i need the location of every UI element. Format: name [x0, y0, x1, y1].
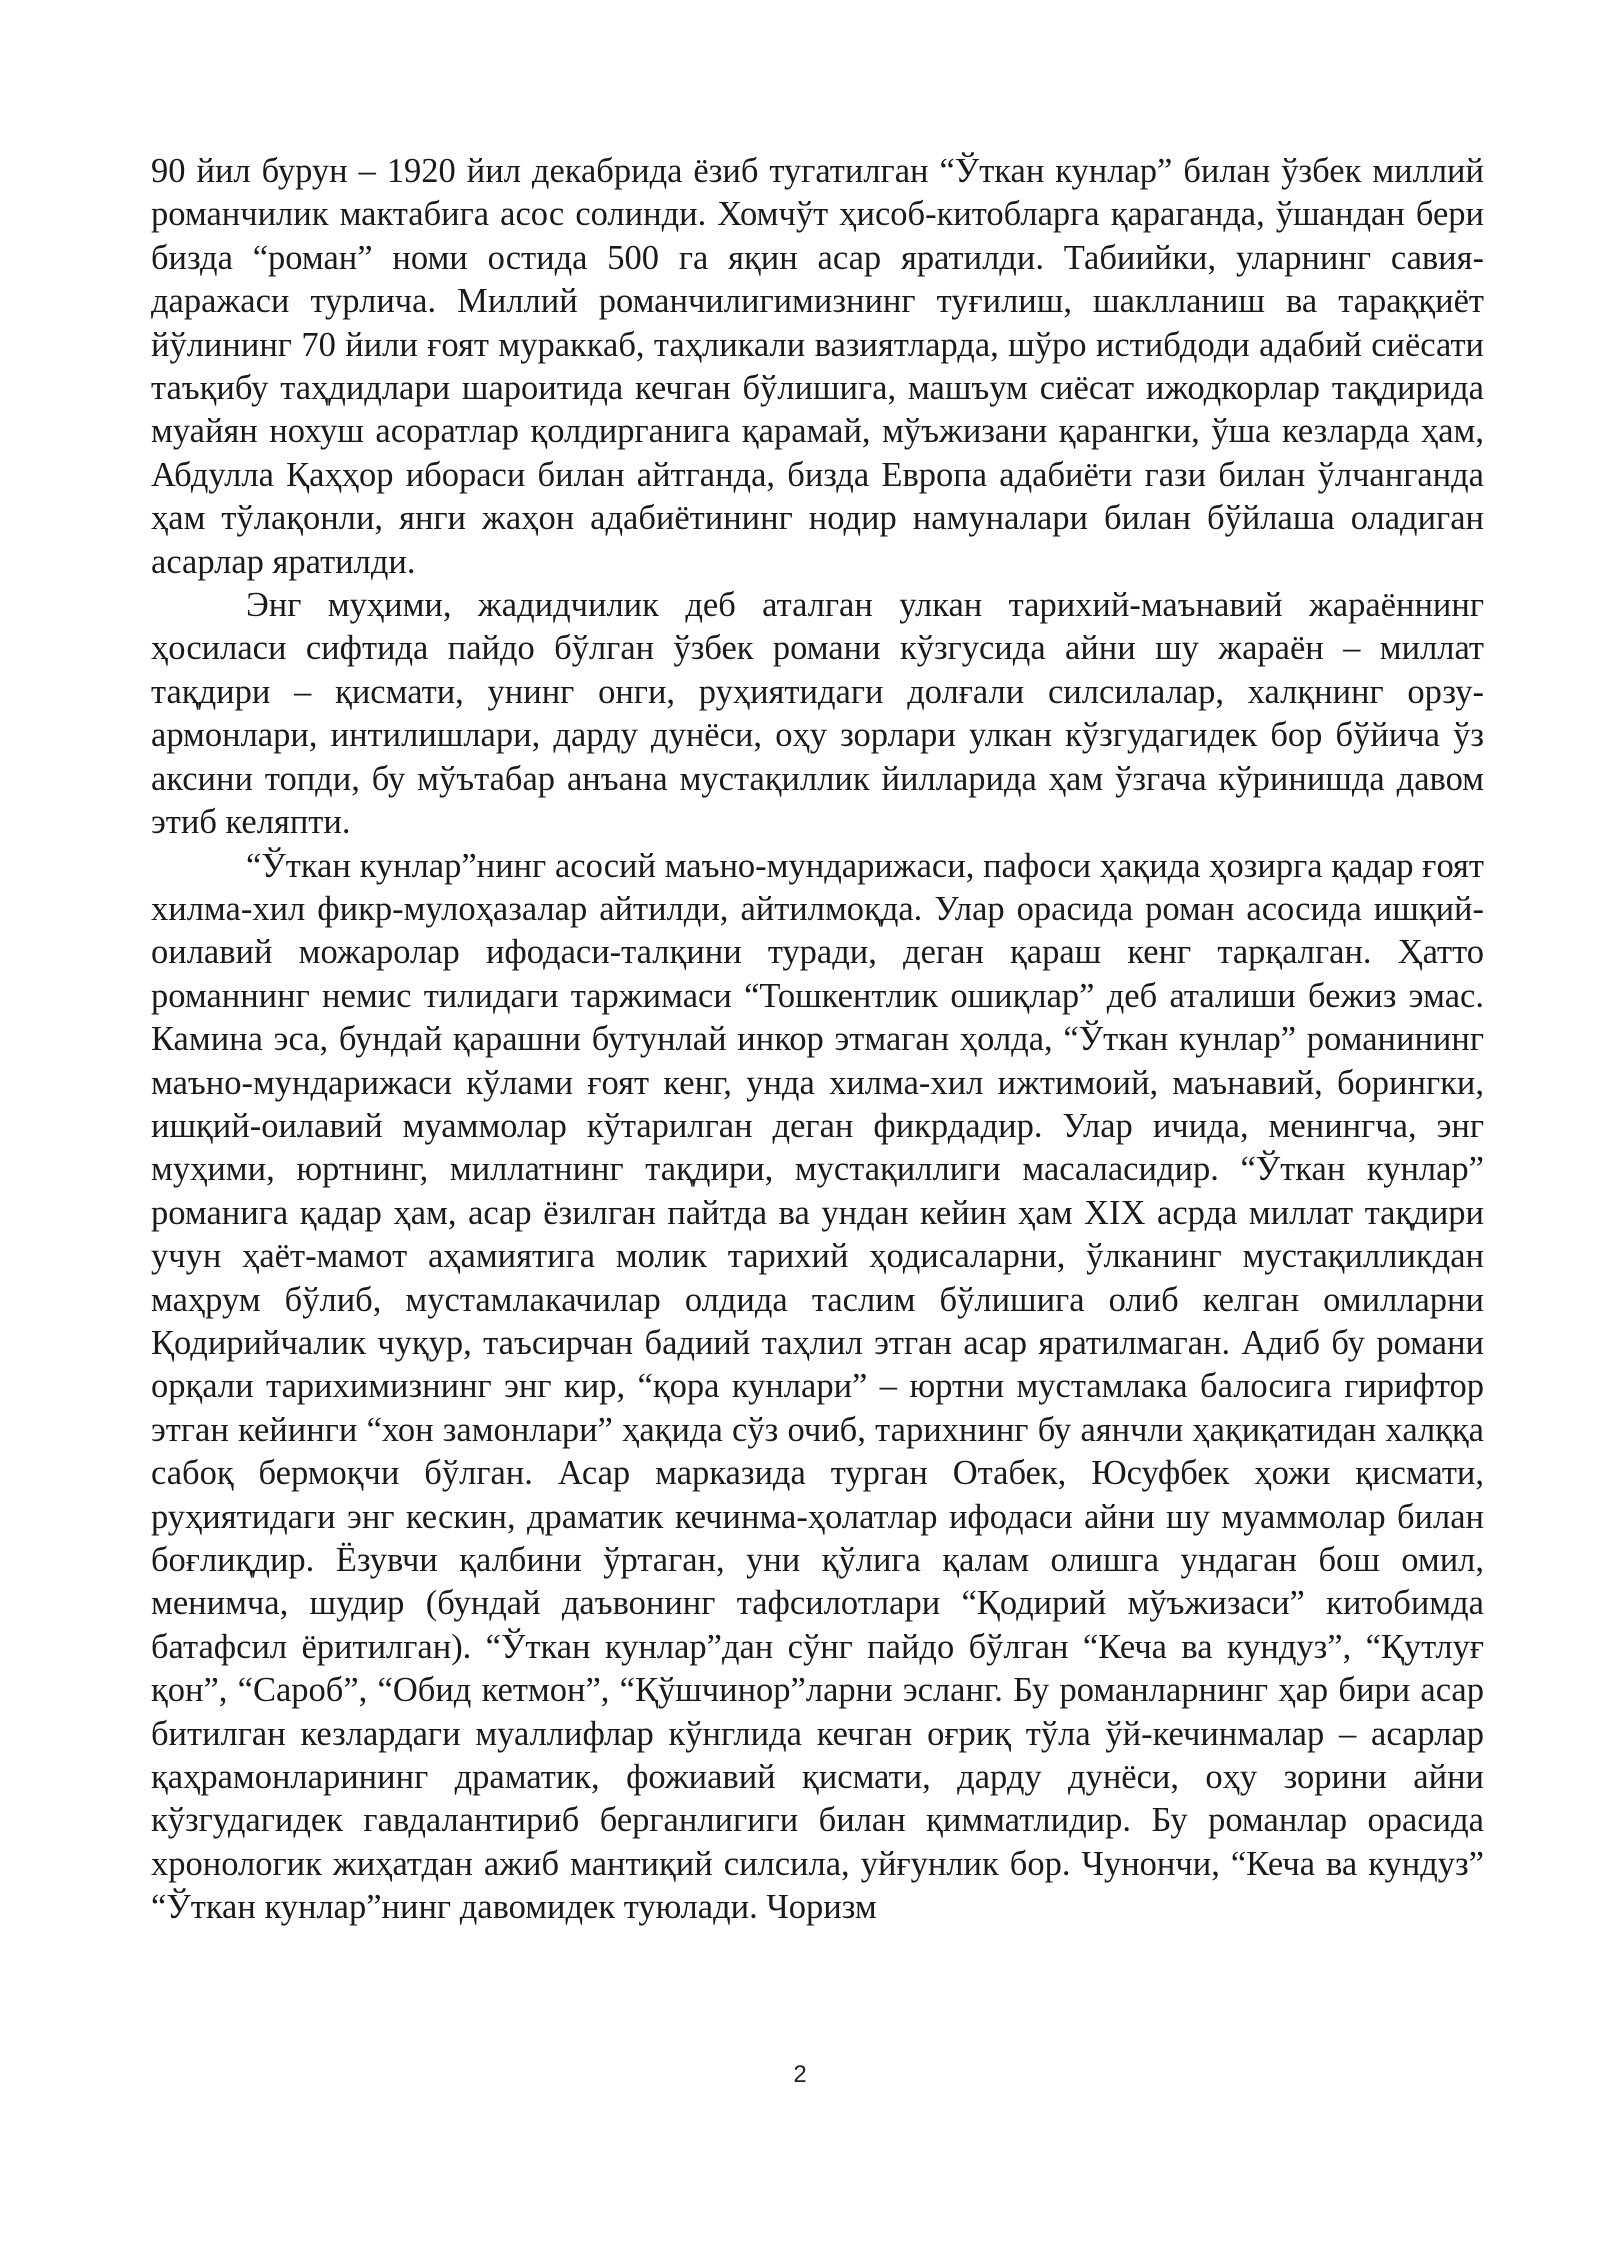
- page-number: 2: [793, 2061, 807, 2088]
- paragraph-1: 90 йил бурун – 1920 йил декабрида ёзиб тугатилган “Ўткан кунлар” билан ўзбек миллий романчилик мактабига асос солинди. Хомчўт ҳисоб-китобларга қараганда, ўшандан бери бизда “роман” номи остида 500 га яқин асар яратилди. Табиийки, уларнинг савия-даражаси турлича. Миллий романчилигимизнинг туғилиш, шаклланиш ва тараққиёт йўлининг 70 йили ғоят мураккаб, таҳликали вазиятларда, шўро истибдоди адабий сиёсати таъқибу таҳдидлари шароитида кечган бўлишига, машъум сиёсат ижодкорлар тақдирида муайян нохуш асоратлар қолдирганига қарамай, мўъжизани қарангки, ўша кезларда ҳам, Абдулла Қаҳҳор ибораси билан айтганда, бизда Европа адабиёти гази билан ўлчанганда ҳам тўлақонли, янги жаҳон адабиётининг нодир намуналари билан бўйлаша оладиган асарлар яратилди.: [151, 152, 1484, 581]
- document-body: [151, 150, 1484, 1930]
- paragraph-3: “Ўткан кунлар”нинг асосий маъно-мундарижаси, пафоси ҳақида ҳозирга қадар ғоят хилма-хил фикр-мулоҳазалар айтилди, айтилмоқда. Улар орасида роман асосида ишқий-оилавий можаролар ифодаси-талқини туради, деган қараш кенг тарқалган. Ҳатто романнинг немис тилидаги таржимаси “Тошкентлик ошиқлар” деб аталиши бежиз эмас. Камина эса, бундай қарашни бутунлай инкор этмаган ҳолда, “Ўткан кунлар” романининг маъно-мундарижаси кўлами ғоят кенг, унда хилма-хил ижтимоий, маънавий, борингки, ишқий-оилавий муаммолар кўтарилган деган фикрдадир. Улар ичида, менингча, энг муҳими, юртнинг, миллатнинг тақдири, мустақиллиги масаласидир. “Ўткан кунлар” романига қадар ҳам, асар ёзилган пайтда ва ундан кейин ҳам XIX асрда миллат тақдири учун ҳаёт-мамот аҳамиятига молик тарихий ҳодисаларни, ўлканинг мустақилликдан маҳрум бўлиб, мустамлакачилар олдида таслим бўлишига олиб келган омилларни Қодирийчалик чуқур, таъсирчан бадиий таҳлил этган асар яратилмаган. Адиб бу романи орқали тарихимизнинг энг кир, “қора кунлари” – юртни мустамлака балосига гирифтор этган кейинги “хон замонлари” ҳақида сўз очиб, тарихнинг бу аянчли ҳақиқатидан халққа сабоқ бермоқчи бўлган. Асар марказида турган Отабек, Юсуфбек ҳожи қисмати, руҳиятидаги энг кескин, драматик кечинма-ҳолатлар ифодаси айни шу муаммолар билан боғлиқдир. Ёзувчи қалбини ўртаган, уни қўлига қалам олишга ундаган бош омил, менимча, шудир (бундай даъвонинг тафсилотлари “Қодирий мўъжизаси” китобимда батафсил ёритилган). “Ўткан кунлар”дан сўнг пайдо бўлган “Кеча ва кундуз”, “Қутлуғ қон”, “Сароб”, “Обид кетмон”, “Қўшчинор”ларни эсланг. Бу романларнинг ҳар бири асар битилган кезлардаги муаллифлар кўнглида кечган оғриқ тўла ўй-кечинмалар – асарлар қаҳрамонларининг драматик, фожиавий қисмати, дарду дунёси, оҳу зорини айни кўзгудагидек гавдалантириб берганлигиги билан қимматлидир. Бу романлар орасида хронологик жиҳатдан ажиб мантиқий силсила, уйғунлик бор. Чунончи, “Кеча ва кундуз” “Ўткан кунлар”нинг давомидек туюлади. Чоризм: [151, 846, 1484, 1927]
- paragraph-2: Энг муҳими, жадидчилик деб аталган улкан тарихий-маънавий жараённинг ҳосиласи сифтида пайдо бўлган ўзбек романи кўзгусида айни шу жараён – миллат тақдири – қисмати, унинг онги, руҳиятидаги долғали силсилалар, халқнинг орзу-армонлари, интилишлари, дарду дунёси, оҳу зорлари улкан кўзгудагидек бор бўйича ўз аксини топди, бу мўътабар анъана мустақиллик йилларида ҳам ўзгача кўринишда давом этиб келяпти.: [151, 586, 1484, 842]
